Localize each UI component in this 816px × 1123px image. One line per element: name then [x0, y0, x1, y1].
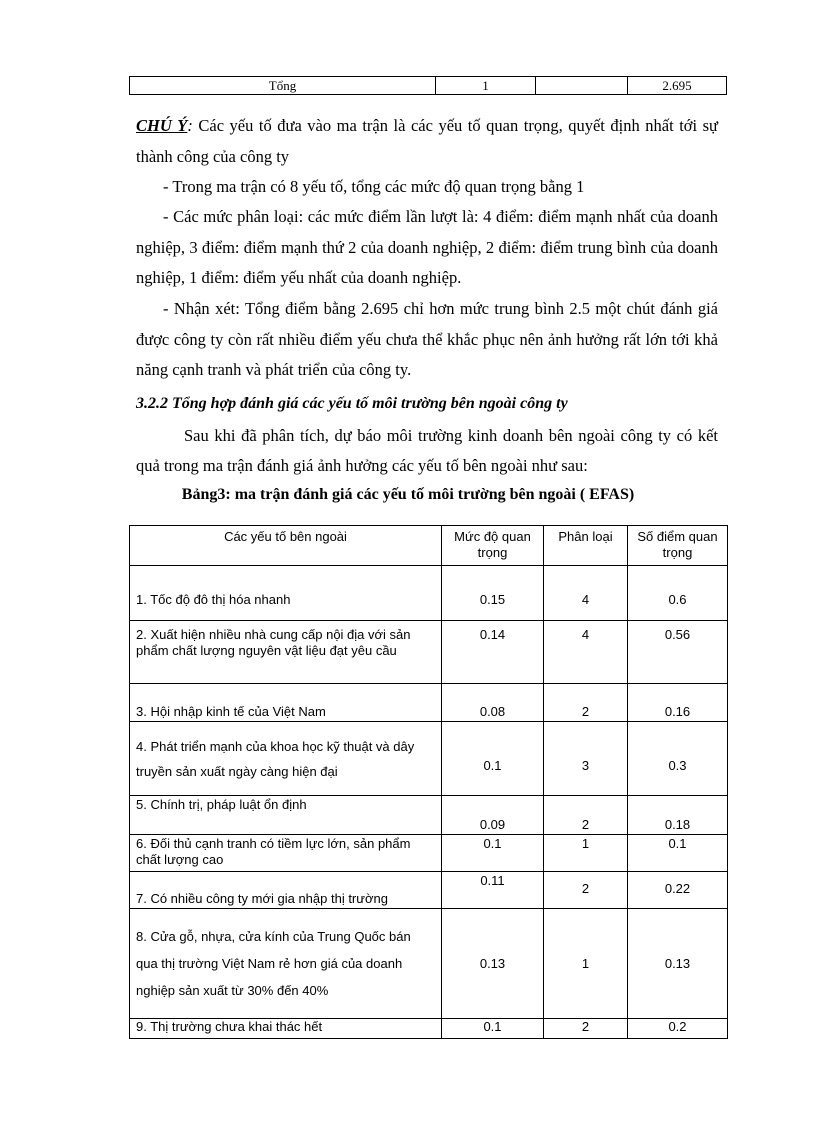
factor-cell: 7. Có nhiều công ty mới gia nhập thị trường	[130, 872, 442, 909]
factor-cell: 3. Hội nhập kinh tế của Việt Nam	[130, 684, 442, 722]
note-bullet-2: - Các mức phân loại: các mức điểm lần lượt là: 4 điểm: điểm mạnh nhất của doanh nghiệp, 3 điểm: điểm mạnh thứ 2 của doanh nghiệp, 2 điểm: điểm trung bình của doanh nghiệp, 1 điểm: điểm yếu nhất của doanh nghiệp.	[136, 207, 718, 287]
factor-cell: 2. Xuất hiện nhiều nhà cung cấp nội địa với sản phẩm chất lượng nguyên vật liệu đạt yêu cầu	[130, 621, 442, 684]
score-cell: 0.16	[628, 684, 728, 722]
score-cell: 0.56	[628, 621, 728, 684]
factor-cell: 9. Thị trường chưa khai thác hết	[130, 1019, 442, 1039]
rating-cell: 2	[544, 796, 628, 835]
total-rating	[536, 77, 628, 95]
rating-cell: 2	[544, 684, 628, 722]
summary-table	[129, 76, 727, 95]
rating-cell: 4	[544, 566, 628, 621]
rating-cell: 2	[544, 1019, 628, 1039]
table-row	[130, 1019, 728, 1039]
header-score: Số điểm quan trọng	[628, 526, 728, 566]
score-cell: 0.13	[628, 909, 728, 1019]
weight-cell: 0.15	[442, 566, 544, 621]
score-cell: 0.6	[628, 566, 728, 621]
weight-cell: 0.13	[442, 909, 544, 1019]
score-cell: 0.3	[628, 722, 728, 796]
header-factor: Các yếu tố bên ngoài	[130, 526, 442, 566]
section-title: 3.2.2 Tổng hợp đánh giá các yếu tố môi trường bên ngoài công ty	[136, 395, 568, 412]
total-label: Tổng	[130, 77, 436, 95]
table-caption: Bảng3: ma trận đánh giá các yếu tố môi trường bên ngoài ( EFAS)	[181, 486, 635, 503]
note-paragraph	[136, 111, 718, 172]
factor-cell: 1. Tốc độ đô thị hóa nhanh	[130, 566, 442, 621]
table-row	[130, 722, 728, 796]
note-bullet-3: - Nhận xét: Tổng điểm bằng 2.695 chỉ hơn mức trung bình 2.5 một chút đánh giá được công ty còn rất nhiều điểm yếu chưa thể khắc phục nên ảnh hưởng rất lớn tới khả năng cạnh tranh và phát triển của công ty.	[136, 299, 718, 379]
weight-cell: 0.11	[442, 872, 544, 909]
note-heading: CHÚ Ý	[136, 116, 188, 135]
rating-cell: 1	[544, 835, 628, 872]
weight-cell: 0.09	[442, 796, 544, 835]
factor-cell: 4. Phát triển mạnh của khoa học kỹ thuật và dây truyền sản xuất ngày càng hiện đại	[130, 722, 442, 796]
score-cell: 0.1	[628, 835, 728, 872]
section-intro: Sau khi đã phân tích, dự báo môi trường kinh doanh bên ngoài công ty có kết quả trong ma trận đánh giá ảnh hưởng các yếu tố bên ngoài như sau:	[136, 426, 718, 475]
rating-cell: 3	[544, 722, 628, 796]
table-row	[130, 872, 728, 909]
weight-cell: 0.1	[442, 722, 544, 796]
total-score: 2.695	[628, 77, 727, 95]
factor-cell: 5. Chính trị, pháp luật ổn định	[130, 796, 442, 835]
efas-table	[129, 525, 728, 1039]
header-weight: Mức độ quan trọng	[442, 526, 544, 566]
table-row	[130, 621, 728, 684]
weight-cell: 0.08	[442, 684, 544, 722]
efas-header-row	[130, 526, 728, 566]
rating-cell: 4	[544, 621, 628, 684]
table-row	[130, 566, 728, 621]
weight-cell: 0.1	[442, 1019, 544, 1039]
factor-cell: 6. Đối thủ cạnh tranh có tiềm lực lớn, sản phẩm chất lượng cao	[130, 835, 442, 872]
table-row	[130, 796, 728, 835]
table-row	[130, 909, 728, 1019]
note-bullet-1: - Trong ma trận có 8 yếu tố, tổng các mức độ quan trọng bằng 1	[163, 177, 585, 196]
rating-cell: 2	[544, 872, 628, 909]
factor-cell: 8. Cửa gỗ, nhựa, cửa kính của Trung Quốc bán qua thị trường Việt Nam rẻ hơn giá của doanh nghiệp sản xuất từ 30% đến 40%	[130, 909, 442, 1019]
table-row	[130, 835, 728, 872]
note-text: Các yếu tố đưa vào ma trận là các yếu tố quan trọng, quyết định nhất tới sự thành công của công ty	[136, 116, 718, 166]
score-cell: 0.2	[628, 1019, 728, 1039]
score-cell: 0.22	[628, 872, 728, 909]
note-heading-colon: :	[187, 116, 193, 135]
header-rating: Phân loại	[544, 526, 628, 566]
table-row	[130, 684, 728, 722]
score-cell: 0.18	[628, 796, 728, 835]
weight-cell: 0.1	[442, 835, 544, 872]
total-weight: 1	[436, 77, 536, 95]
weight-cell: 0.14	[442, 621, 544, 684]
rating-cell: 1	[544, 909, 628, 1019]
total-row	[130, 77, 727, 95]
